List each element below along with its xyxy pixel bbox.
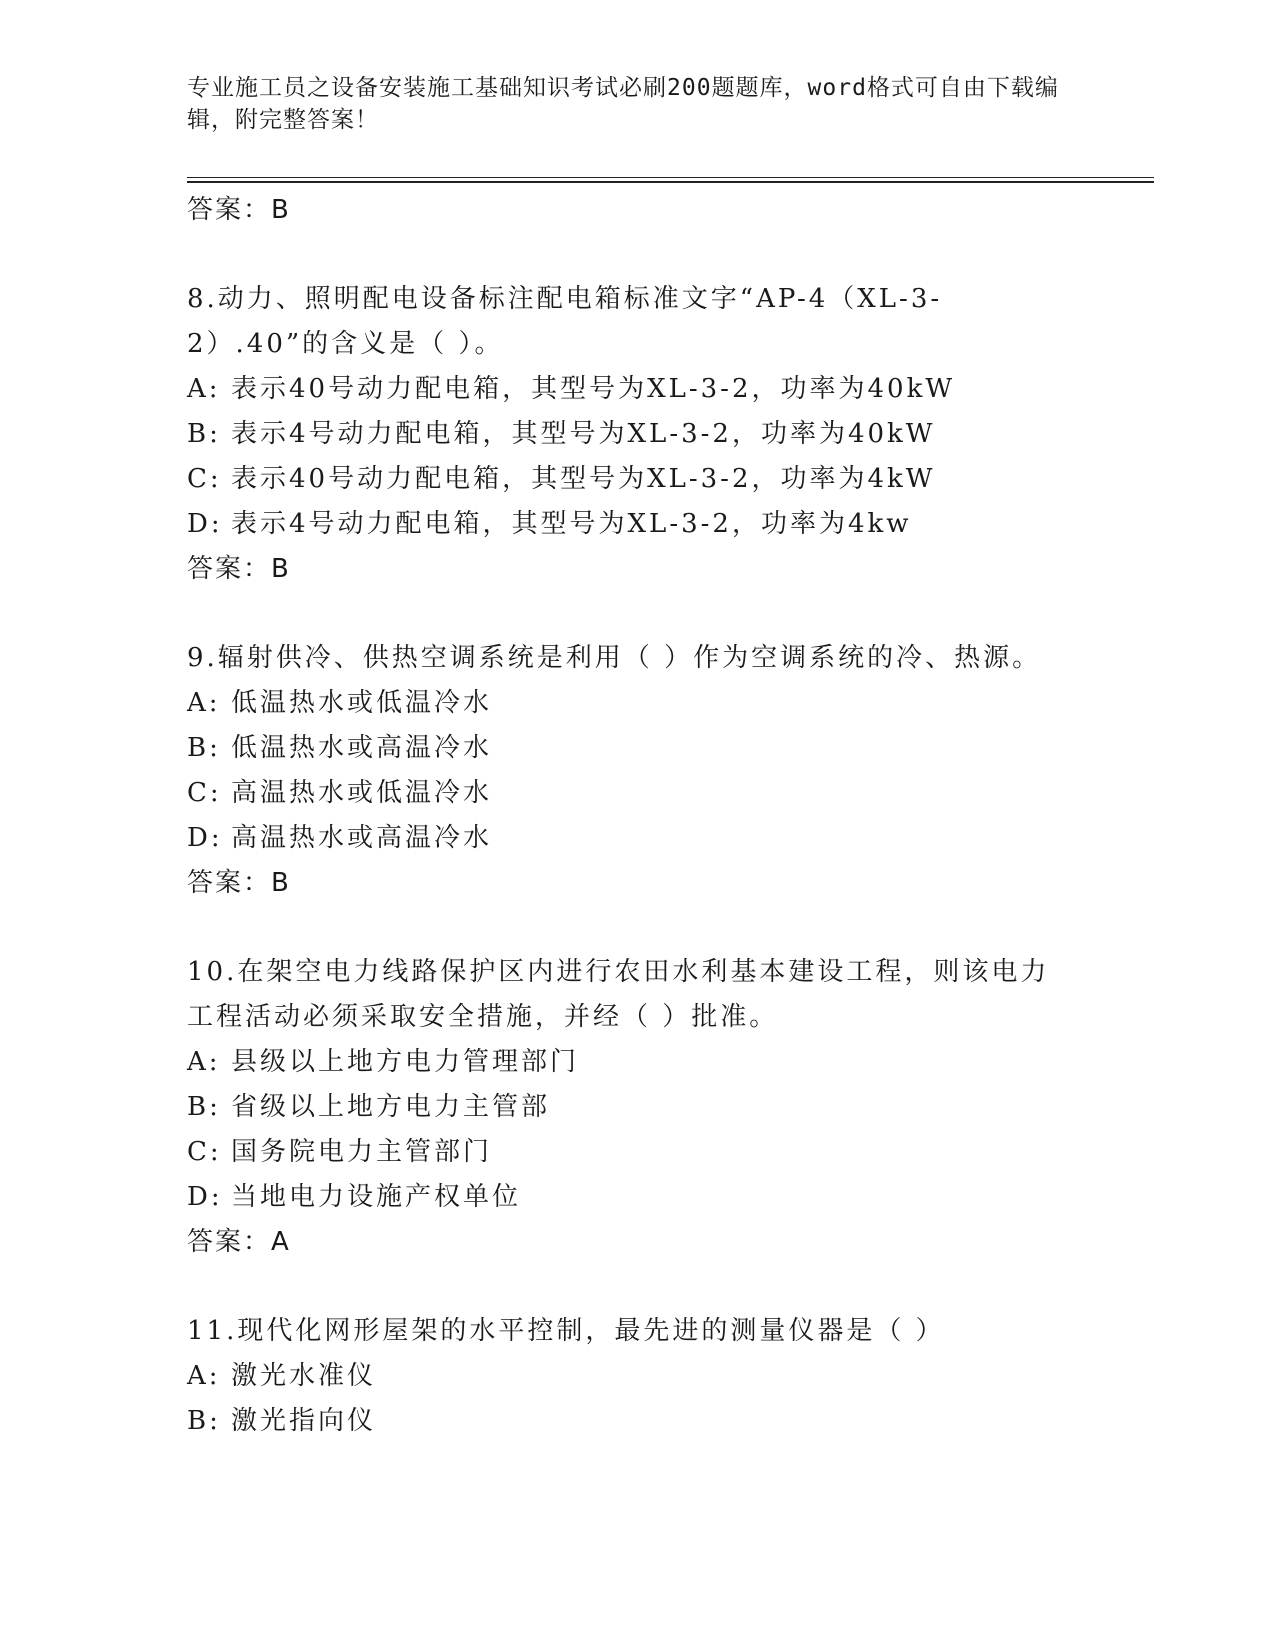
option-b [187,726,1087,771]
option-label: B: [187,1406,221,1436]
question-stem: 11.现代化网形屋架的水平控制，最先进的测量仪器是（ ） [187,1316,945,1346]
answer-line: 答案：B [187,868,291,898]
question-block-10 [187,950,1087,1265]
option-label: D: [187,1182,223,1212]
option-d [187,502,1087,547]
option-b [187,412,1087,457]
option-c [187,1130,1087,1175]
option-label: A: [187,688,221,718]
question-block-8 [187,277,1087,592]
option-d [187,1175,1087,1220]
option-text: 表示40号动力配电箱，其型号为XL-3-2，功率为40kW [231,374,956,404]
option-text: 激光水准仪 [231,1361,377,1391]
option-a [187,1354,1087,1399]
answer-line: 答案：A [187,1227,291,1257]
option-label: A: [187,1047,221,1077]
option-text: 低温热水或高温冷水 [231,733,493,763]
spacer [187,1265,1087,1309]
question-block-11 [187,1309,1087,1444]
option-text: 县级以上地方电力管理部门 [231,1047,580,1077]
question-block-9 [187,636,1087,906]
option-label: D: [187,509,223,539]
option-text: 国务院电力主管部门 [231,1137,493,1167]
header-divider-thin [187,177,1154,178]
page-header [187,72,1087,136]
option-a [187,367,1087,412]
option-label: B: [187,733,221,763]
option-label: D: [187,823,223,853]
option-c [187,457,1087,502]
option-text: 表示4号动力配电箱，其型号为XL-3-2，功率为40kW [231,419,936,449]
option-label: A: [187,1361,221,1391]
option-a [187,681,1087,726]
option-text: 表示4号动力配电箱，其型号为XL-3-2，功率为4kw [231,509,912,539]
option-d [187,816,1087,861]
option-text: 高温热水或高温冷水 [231,823,493,853]
previous-answer: 答案：B [187,195,291,225]
question-list [187,188,1087,1444]
option-label: C: [187,464,222,494]
option-text: 高温热水或低温冷水 [231,778,493,808]
option-text: 当地电力设施产权单位 [231,1182,522,1212]
option-text: 激光指向仪 [231,1406,377,1436]
option-c [187,771,1087,816]
option-text: 低温热水或低温冷水 [231,688,493,718]
option-label: B: [187,1092,221,1122]
spacer [187,233,1087,277]
question-stem: 10.在架空电力线路保护区内进行农田水利基本建设工程，则该电力工程活动必须采取安全措施，并经（ ）批准。 [187,957,1050,1032]
option-a [187,1040,1087,1085]
header-title: 专业施工员之设备安装施工基础知识考试必刷200题题库，word格式可自由下载编辑，附完整答案！ [187,75,1059,133]
answer-line: 答案：B [187,554,291,584]
option-text: 省级以上地方电力主管部 [231,1092,551,1122]
option-b [187,1085,1087,1130]
spacer [187,592,1087,636]
option-b [187,1399,1087,1444]
header-divider-thick [187,181,1154,183]
option-label: B: [187,419,221,449]
question-stem: 8.动力、照明配电设备标注配电箱标准文字“AP-4（XL-3-2）.40”的含义是（ ）。 [187,284,943,359]
option-text: 表示40号动力配电箱，其型号为XL-3-2，功率为4kW [231,464,936,494]
option-label: C: [187,1137,222,1167]
spacer [187,906,1087,950]
question-stem: 9.辐射供冷、供热空调系统是利用（ ）作为空调系统的冷、热源。 [187,643,1042,673]
option-label: A: [187,374,221,404]
option-label: C: [187,778,222,808]
